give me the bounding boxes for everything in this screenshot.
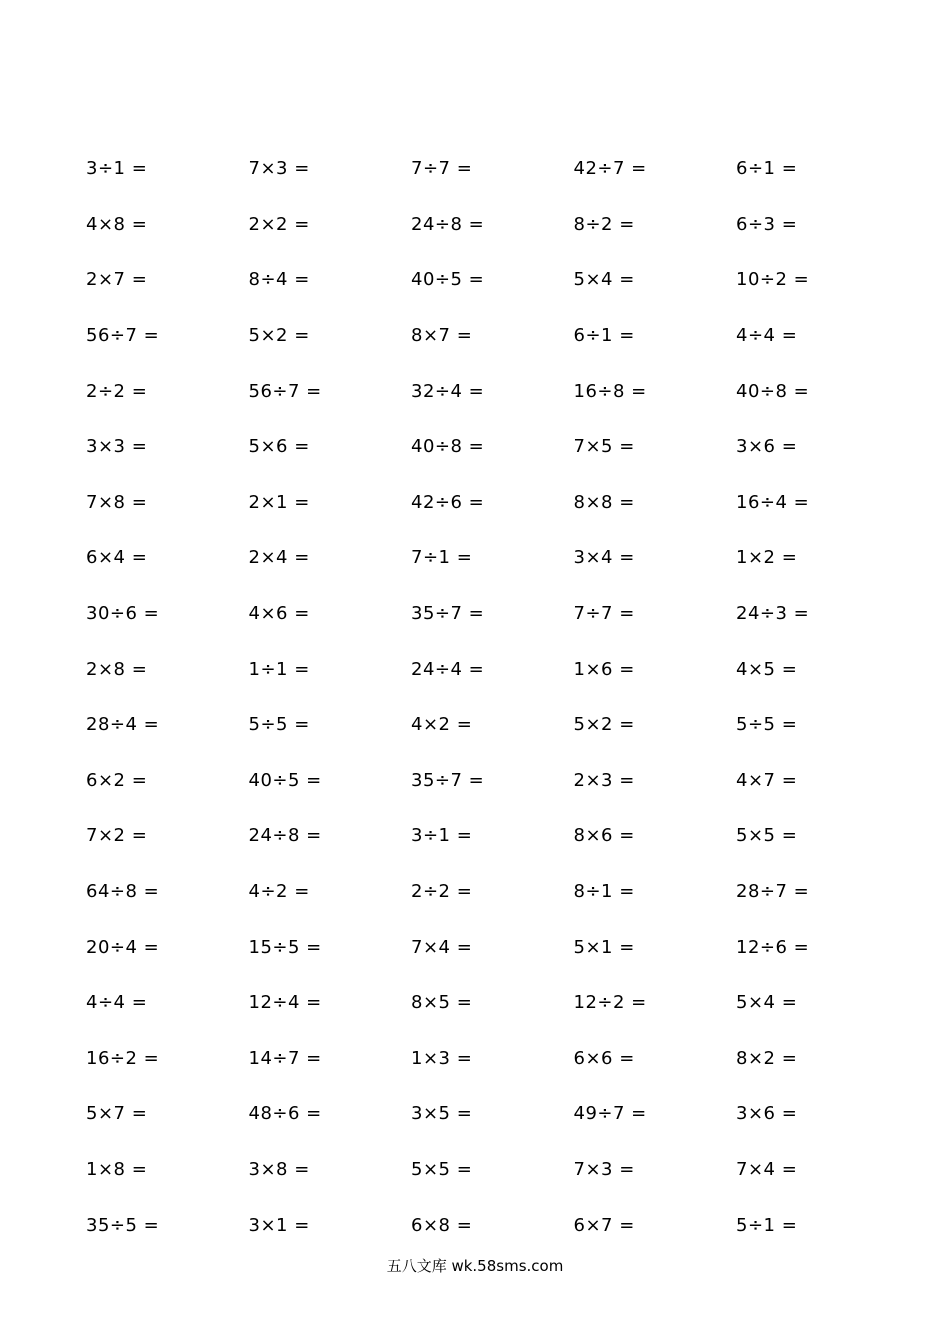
problem-row <box>86 1031 898 1087</box>
math-problem: 4÷4 = <box>86 992 148 1014</box>
math-problem: 6÷1 = <box>573 325 635 347</box>
math-problem: 7×3 = <box>573 1158 635 1180</box>
math-problem: 2÷2 = <box>411 881 473 903</box>
math-problem: 40÷8 = <box>411 436 485 458</box>
math-problem: 1×6 = <box>573 658 635 680</box>
math-problem: 4×6 = <box>248 603 310 625</box>
math-problem: 8×8 = <box>573 491 635 513</box>
math-problem: 24÷8 = <box>248 825 322 847</box>
math-problem: 7÷1 = <box>411 547 473 569</box>
problem-row <box>86 808 898 864</box>
math-problem: 6×6 = <box>573 1047 635 1069</box>
math-problem: 15÷5 = <box>248 936 322 958</box>
problem-row <box>86 975 898 1031</box>
math-problem: 2÷2 = <box>86 380 148 402</box>
math-problem: 35÷5 = <box>86 1214 160 1236</box>
math-problem: 42÷6 = <box>411 491 485 513</box>
math-problem: 3×6 = <box>736 1103 798 1125</box>
math-problem: 8×6 = <box>573 825 635 847</box>
math-problem: 4×8 = <box>86 213 148 235</box>
problem-row <box>86 475 898 531</box>
math-problem: 56÷7 = <box>86 325 160 347</box>
math-problem: 1÷1 = <box>248 658 310 680</box>
math-problem: 3×6 = <box>736 436 798 458</box>
math-problem: 10÷2 = <box>736 269 810 291</box>
math-problem: 48÷6 = <box>248 1103 322 1125</box>
math-problem: 40÷5 = <box>248 769 322 791</box>
math-problem: 40÷8 = <box>736 380 810 402</box>
math-problem: 6×4 = <box>86 547 148 569</box>
math-problem: 49÷7 = <box>573 1103 647 1125</box>
problem-row <box>86 419 898 475</box>
problem-row <box>86 530 898 586</box>
math-problem: 2×4 = <box>248 547 310 569</box>
math-problem: 6÷1 = <box>736 158 798 180</box>
math-problem: 2×7 = <box>86 269 148 291</box>
math-problem: 16÷2 = <box>86 1047 160 1069</box>
math-problem: 30÷6 = <box>86 603 160 625</box>
math-problem: 3×8 = <box>248 1158 310 1180</box>
math-problem: 7÷7 = <box>411 158 473 180</box>
math-problem: 4÷4 = <box>736 325 798 347</box>
math-problem: 64÷8 = <box>86 881 160 903</box>
math-problem: 24÷4 = <box>411 658 485 680</box>
math-problem: 4÷2 = <box>248 881 310 903</box>
math-problem: 7÷7 = <box>573 603 635 625</box>
math-problem: 4×7 = <box>736 769 798 791</box>
math-problem: 5÷1 = <box>736 1214 798 1236</box>
math-problem: 2×2 = <box>248 213 310 235</box>
math-problem: 5×4 = <box>573 269 635 291</box>
math-problem: 4×2 = <box>411 714 473 736</box>
footer-watermark: 五八文库 wk.58sms.com <box>386 1257 564 1275</box>
math-problem: 8÷1 = <box>573 881 635 903</box>
problem-row <box>86 1197 898 1253</box>
math-problem: 6÷3 = <box>736 213 798 235</box>
math-problem: 24÷3 = <box>736 603 810 625</box>
math-problem: 16÷8 = <box>573 380 647 402</box>
math-problem: 7×5 = <box>573 436 635 458</box>
math-problem: 1×2 = <box>736 547 798 569</box>
math-problem: 2×3 = <box>573 769 635 791</box>
problem-row <box>86 864 898 920</box>
math-problem: 8×5 = <box>411 992 473 1014</box>
math-problem: 7×8 = <box>86 491 148 513</box>
math-problem: 8×2 = <box>736 1047 798 1069</box>
math-problem: 42÷7 = <box>573 158 647 180</box>
problem-row <box>86 252 898 308</box>
math-problem: 3×3 = <box>86 436 148 458</box>
math-problem: 5×2 = <box>573 714 635 736</box>
math-problem: 7×4 = <box>411 936 473 958</box>
math-problem: 3×5 = <box>411 1103 473 1125</box>
math-problem: 20÷4 = <box>86 936 160 958</box>
problem-row <box>86 586 898 642</box>
math-problem: 8÷2 = <box>573 213 635 235</box>
math-problem: 5×6 = <box>248 436 310 458</box>
math-problem: 5×2 = <box>248 325 310 347</box>
math-problem: 35÷7 = <box>411 769 485 791</box>
math-problem: 5×5 = <box>411 1158 473 1180</box>
math-problem: 5×1 = <box>573 936 635 958</box>
math-problem: 14÷7 = <box>248 1047 322 1069</box>
math-problem: 7×2 = <box>86 825 148 847</box>
problem-row <box>86 641 898 697</box>
math-problem: 3÷1 = <box>86 158 148 180</box>
problem-grid <box>86 141 898 1253</box>
math-problem: 3×1 = <box>248 1214 310 1236</box>
math-problem: 1×8 = <box>86 1158 148 1180</box>
math-problem: 8×7 = <box>411 325 473 347</box>
math-problem: 1×3 = <box>411 1047 473 1069</box>
math-problem: 12÷2 = <box>573 992 647 1014</box>
math-problem: 12÷6 = <box>736 936 810 958</box>
math-problem: 6×7 = <box>573 1214 635 1236</box>
math-problem: 35÷7 = <box>411 603 485 625</box>
math-problem: 28÷4 = <box>86 714 160 736</box>
math-problem: 12÷4 = <box>248 992 322 1014</box>
problem-row <box>86 197 898 253</box>
problem-row <box>86 308 898 364</box>
math-problem: 3×4 = <box>573 547 635 569</box>
math-problem: 5÷5 = <box>248 714 310 736</box>
problem-row <box>86 363 898 419</box>
math-problem: 2×1 = <box>248 491 310 513</box>
math-problem: 56÷7 = <box>248 380 322 402</box>
math-problem: 2×8 = <box>86 658 148 680</box>
problem-row <box>86 919 898 975</box>
problem-row <box>86 1086 898 1142</box>
math-problem: 28÷7 = <box>736 881 810 903</box>
problem-row <box>86 697 898 753</box>
math-problem: 4×5 = <box>736 658 798 680</box>
math-problem: 6×8 = <box>411 1214 473 1236</box>
math-problem: 5÷5 = <box>736 714 798 736</box>
math-problem: 6×2 = <box>86 769 148 791</box>
math-problem: 5×5 = <box>736 825 798 847</box>
math-problem: 7×4 = <box>736 1158 798 1180</box>
math-problem: 8÷4 = <box>248 269 310 291</box>
math-problem: 40÷5 = <box>411 269 485 291</box>
problem-row <box>86 141 898 197</box>
math-problem: 3÷1 = <box>411 825 473 847</box>
math-problem: 5×7 = <box>86 1103 148 1125</box>
math-problem: 5×4 = <box>736 992 798 1014</box>
problem-row <box>86 1142 898 1198</box>
math-problem: 16÷4 = <box>736 491 810 513</box>
math-problem: 32÷4 = <box>411 380 485 402</box>
problem-row <box>86 753 898 809</box>
math-problem: 24÷8 = <box>411 213 485 235</box>
math-problem: 7×3 = <box>248 158 310 180</box>
